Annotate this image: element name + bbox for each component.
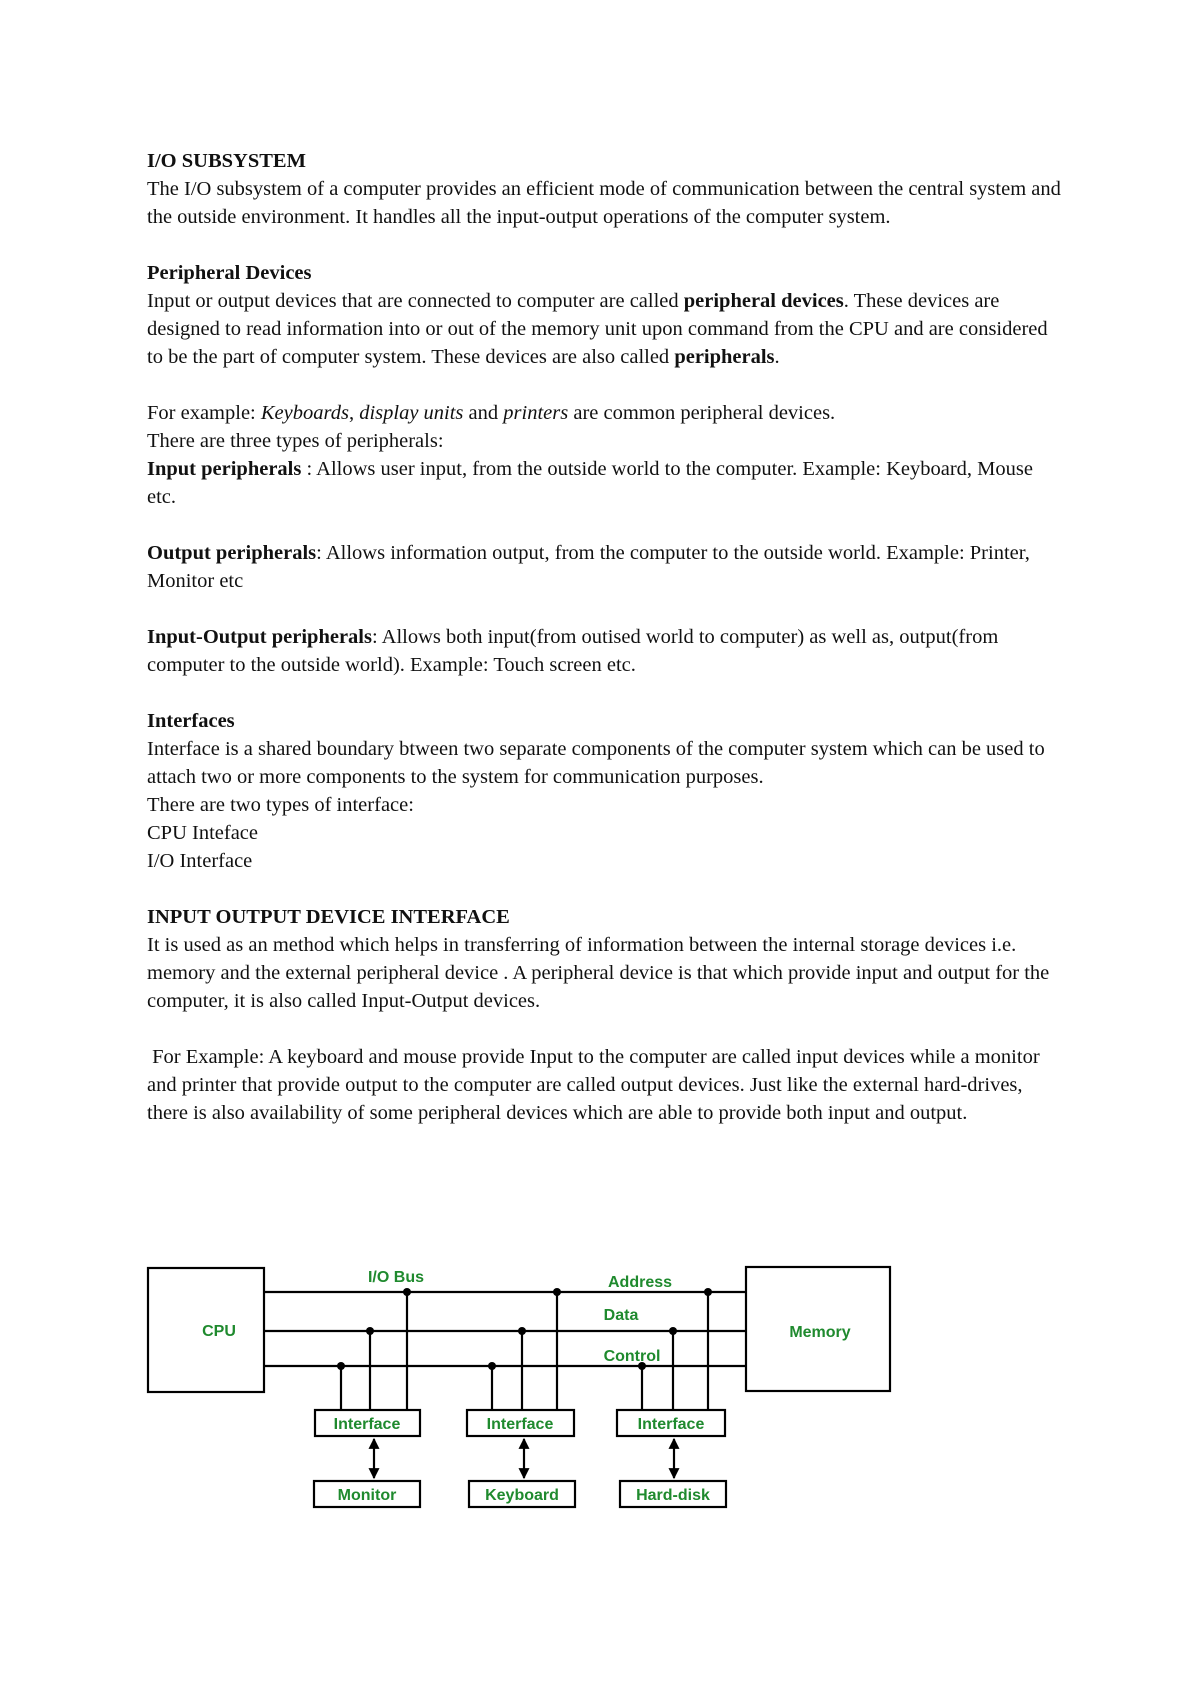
interface-type-cpu: CPU Inteface [147, 822, 258, 844]
interface-type-io: I/O Interface [147, 850, 253, 872]
io-device-interface-heading: INPUT OUTPUT DEVICE INTERFACE [147, 906, 510, 928]
input-peripherals: Input peripherals : Allows user input, from the outside world to the computer. Example: Keyboard, Mouse etc. [147, 458, 1033, 508]
interfaces-body: Interface is a shared boundary btween two separate components of the computer system which can be used to attach two or more components to the system for communication purposes. [147, 738, 1045, 788]
interface-types-line: There are two types of interface: [147, 794, 414, 816]
peripheral-devices-intro: Input or output devices that are connected to computer are called peripheral devices. These devices are designed to read information into or out of the memory unit upon command from the CPU and are considered to be the part of computer system. These devices are also called peripherals. [147, 290, 1048, 368]
interfaces-heading: Interfaces [147, 710, 235, 732]
device-label-harddisk: Hard-disk [636, 1487, 710, 1504]
peripheral-devices-heading: Peripheral Devices [147, 262, 312, 284]
io-device-interface-body: It is used as an method which helps in transferring of information between the internal storage devices i.e. memory and the external peripheral device . A peripheral device is that which provide input and output for the computer, it is also called Input-Output devices. [147, 934, 1050, 1012]
io-subsystem-body: The I/O subsystem of a computer provides an efficient mode of communication between the central system and the outside environment. It handles all the input-output operations of the computer system. [147, 178, 1061, 228]
interface-label-3: Interface [637, 1416, 705, 1433]
device-label-monitor: Monitor [337, 1487, 397, 1504]
io-subsystem-heading: I/O SUBSYSTEM [147, 150, 306, 172]
peripheral-example: For example: Keyboards, display units and printers are common peripheral devices. [147, 402, 836, 424]
device-label-keyboard: Keyboard [485, 1487, 559, 1504]
address-label: Address [607, 1274, 673, 1291]
io-device-interface-example: For Example: A keyboard and mouse provide Input to the computer are called input devices while a monitor and printer that provide output to the computer are called output devices. Just like the external hard-drives, there is also availability of some peripheral devices which are able to provide both input and output. [147, 1046, 1045, 1124]
control-label: Control [603, 1348, 661, 1365]
cpu-label: CPU [202, 1323, 236, 1340]
data-label: Data [603, 1307, 639, 1324]
interface-label-2: Interface [486, 1416, 554, 1433]
output-peripherals: Output peripherals: Allows information output, from the computer to the outside world. Example: Printer, Monitor etc [147, 542, 1030, 592]
io-peripherals: Input-Output peripherals: Allows both input(from outised world to computer) as well as, output(from computer to the outside world). Example: Touch screen etc. [147, 626, 999, 676]
memory-label: Memory [789, 1324, 851, 1341]
peripheral-types-line: There are three types of peripherals: [147, 430, 444, 452]
interface-label-1: Interface [333, 1416, 401, 1433]
io-bus-label: I/O Bus [367, 1269, 425, 1286]
